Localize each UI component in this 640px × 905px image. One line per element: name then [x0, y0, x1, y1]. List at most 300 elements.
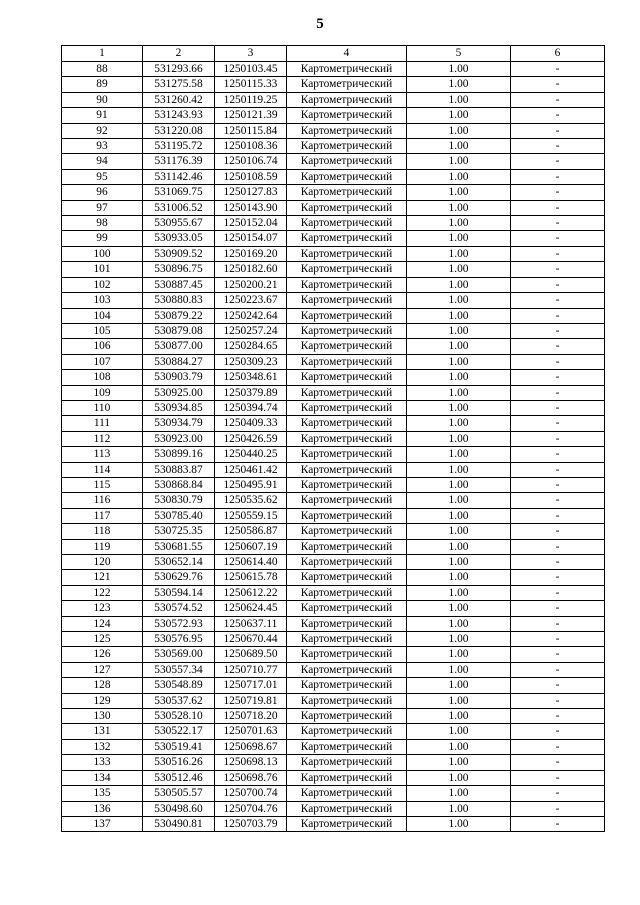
- point-number-cell: 121: [62, 570, 143, 585]
- description-cell: -: [511, 231, 605, 246]
- method-cell: Картометрический: [287, 200, 407, 215]
- point-number-cell: 136: [62, 801, 143, 816]
- x-coordinate-cell: 530884.27: [143, 354, 215, 369]
- point-number-cell: 91: [62, 108, 143, 123]
- accuracy-cell: 1.00: [407, 477, 511, 492]
- method-cell: Картометрический: [287, 539, 407, 554]
- description-cell: -: [511, 678, 605, 693]
- x-coordinate-cell: 530505.57: [143, 786, 215, 801]
- point-number-cell: 129: [62, 693, 143, 708]
- y-coordinate-cell: 1250698.13: [215, 755, 287, 770]
- accuracy-cell: 1.00: [407, 354, 511, 369]
- y-coordinate-cell: 1250703.79: [215, 816, 287, 831]
- accuracy-cell: 1.00: [407, 739, 511, 754]
- method-cell: Картометрический: [287, 77, 407, 92]
- x-coordinate-cell: 530883.87: [143, 462, 215, 477]
- accuracy-cell: 1.00: [407, 493, 511, 508]
- method-cell: Картометрический: [287, 786, 407, 801]
- table-row: [62, 246, 605, 261]
- method-cell: Картометрический: [287, 123, 407, 138]
- y-coordinate-cell: 1250624.45: [215, 601, 287, 616]
- description-cell: -: [511, 293, 605, 308]
- x-coordinate-cell: 531260.42: [143, 92, 215, 107]
- description-cell: -: [511, 246, 605, 261]
- y-coordinate-cell: 1250719.81: [215, 693, 287, 708]
- accuracy-cell: 1.00: [407, 231, 511, 246]
- accuracy-cell: 1.00: [407, 662, 511, 677]
- method-cell: Картометрический: [287, 262, 407, 277]
- accuracy-cell: 1.00: [407, 447, 511, 462]
- table-row: [62, 154, 605, 169]
- accuracy-cell: 1.00: [407, 462, 511, 477]
- method-cell: Картометрический: [287, 108, 407, 123]
- x-coordinate-cell: 530925.00: [143, 385, 215, 400]
- table-row: [62, 477, 605, 492]
- method-cell: Картометрический: [287, 62, 407, 77]
- table-row: [62, 739, 605, 754]
- x-coordinate-cell: 530681.55: [143, 539, 215, 554]
- table-row: [62, 709, 605, 724]
- method-cell: Картометрический: [287, 462, 407, 477]
- table-row: [62, 262, 605, 277]
- y-coordinate-cell: 1250169.20: [215, 246, 287, 261]
- point-number-cell: 124: [62, 616, 143, 631]
- x-coordinate-cell: 530528.10: [143, 709, 215, 724]
- y-coordinate-cell: 1250615.78: [215, 570, 287, 585]
- x-coordinate-cell: 530955.67: [143, 216, 215, 231]
- point-number-cell: 92: [62, 123, 143, 138]
- y-coordinate-cell: 1250710.77: [215, 662, 287, 677]
- y-coordinate-cell: 1250106.74: [215, 154, 287, 169]
- x-coordinate-cell: 531142.46: [143, 169, 215, 184]
- method-cell: Картометрический: [287, 185, 407, 200]
- table-row: [62, 385, 605, 400]
- x-coordinate-cell: 530909.52: [143, 246, 215, 261]
- y-coordinate-cell: 1250461.42: [215, 462, 287, 477]
- header-cell-5: 5: [407, 46, 511, 62]
- y-coordinate-cell: 1250426.59: [215, 431, 287, 446]
- x-coordinate-cell: 531275.58: [143, 77, 215, 92]
- accuracy-cell: 1.00: [407, 431, 511, 446]
- method-cell: Картометрический: [287, 816, 407, 831]
- accuracy-cell: 1.00: [407, 323, 511, 338]
- description-cell: -: [511, 647, 605, 662]
- description-cell: -: [511, 431, 605, 446]
- y-coordinate-cell: 1250257.24: [215, 323, 287, 338]
- accuracy-cell: 1.00: [407, 555, 511, 570]
- table-row: [62, 786, 605, 801]
- y-coordinate-cell: 1250637.11: [215, 616, 287, 631]
- description-cell: -: [511, 200, 605, 215]
- method-cell: Картометрический: [287, 585, 407, 600]
- method-cell: Картометрический: [287, 678, 407, 693]
- method-cell: Картометрический: [287, 231, 407, 246]
- y-coordinate-cell: 1250718.20: [215, 709, 287, 724]
- method-cell: Картометрический: [287, 431, 407, 446]
- x-coordinate-cell: 530629.76: [143, 570, 215, 585]
- y-coordinate-cell: 1250701.63: [215, 724, 287, 739]
- y-coordinate-cell: 1250495.91: [215, 477, 287, 492]
- method-cell: Картометрический: [287, 416, 407, 431]
- description-cell: -: [511, 323, 605, 338]
- table-row: [62, 231, 605, 246]
- description-cell: -: [511, 77, 605, 92]
- point-number-cell: 111: [62, 416, 143, 431]
- point-number-cell: 122: [62, 585, 143, 600]
- description-cell: -: [511, 755, 605, 770]
- point-number-cell: 128: [62, 678, 143, 693]
- point-number-cell: 89: [62, 77, 143, 92]
- point-number-cell: 109: [62, 385, 143, 400]
- y-coordinate-cell: 1250586.87: [215, 524, 287, 539]
- description-cell: -: [511, 277, 605, 292]
- table-row: [62, 508, 605, 523]
- x-coordinate-cell: 530652.14: [143, 555, 215, 570]
- method-cell: Картометрический: [287, 370, 407, 385]
- y-coordinate-cell: 1250154.07: [215, 231, 287, 246]
- x-coordinate-cell: 530933.05: [143, 231, 215, 246]
- x-coordinate-cell: 530868.84: [143, 477, 215, 492]
- accuracy-cell: 1.00: [407, 632, 511, 647]
- table-row: [62, 555, 605, 570]
- description-cell: -: [511, 385, 605, 400]
- point-number-cell: 133: [62, 755, 143, 770]
- description-cell: -: [511, 477, 605, 492]
- method-cell: Картометрический: [287, 339, 407, 354]
- y-coordinate-cell: 1250121.39: [215, 108, 287, 123]
- y-coordinate-cell: 1250612.22: [215, 585, 287, 600]
- accuracy-cell: 1.00: [407, 724, 511, 739]
- accuracy-cell: 1.00: [407, 570, 511, 585]
- point-number-cell: 100: [62, 246, 143, 261]
- header-cell-1: 1: [62, 46, 143, 62]
- description-cell: -: [511, 555, 605, 570]
- table-row: [62, 370, 605, 385]
- y-coordinate-cell: 1250670.44: [215, 632, 287, 647]
- method-cell: Картометрический: [287, 308, 407, 323]
- x-coordinate-cell: 530899.16: [143, 447, 215, 462]
- accuracy-cell: 1.00: [407, 293, 511, 308]
- table-row: [62, 539, 605, 554]
- method-cell: Картометрический: [287, 508, 407, 523]
- y-coordinate-cell: 1250394.74: [215, 400, 287, 415]
- x-coordinate-cell: 530574.52: [143, 601, 215, 616]
- accuracy-cell: 1.00: [407, 200, 511, 215]
- description-cell: -: [511, 92, 605, 107]
- y-coordinate-cell: 1250127.83: [215, 185, 287, 200]
- accuracy-cell: 1.00: [407, 539, 511, 554]
- table-row: [62, 416, 605, 431]
- x-coordinate-cell: 530887.45: [143, 277, 215, 292]
- table-row: [62, 123, 605, 138]
- table-row: [62, 216, 605, 231]
- description-cell: -: [511, 493, 605, 508]
- point-number-cell: 106: [62, 339, 143, 354]
- accuracy-cell: 1.00: [407, 801, 511, 816]
- method-cell: Картометрический: [287, 447, 407, 462]
- y-coordinate-cell: 1250379.89: [215, 385, 287, 400]
- table-row: [62, 724, 605, 739]
- table-row: [62, 139, 605, 154]
- table-row: [62, 200, 605, 215]
- table-row: [62, 447, 605, 462]
- point-number-cell: 130: [62, 709, 143, 724]
- x-coordinate-cell: 530830.79: [143, 493, 215, 508]
- point-number-cell: 137: [62, 816, 143, 831]
- x-coordinate-cell: 530725.35: [143, 524, 215, 539]
- point-number-cell: 88: [62, 62, 143, 77]
- y-coordinate-cell: 1250409.33: [215, 416, 287, 431]
- table-row: [62, 493, 605, 508]
- point-number-cell: 120: [62, 555, 143, 570]
- accuracy-cell: 1.00: [407, 416, 511, 431]
- table-row: [62, 293, 605, 308]
- accuracy-cell: 1.00: [407, 616, 511, 631]
- table-row: [62, 308, 605, 323]
- accuracy-cell: 1.00: [407, 385, 511, 400]
- table-row: [62, 62, 605, 77]
- method-cell: Картометрический: [287, 323, 407, 338]
- point-number-cell: 117: [62, 508, 143, 523]
- x-coordinate-cell: 530923.00: [143, 431, 215, 446]
- accuracy-cell: 1.00: [407, 709, 511, 724]
- point-number-cell: 125: [62, 632, 143, 647]
- description-cell: -: [511, 786, 605, 801]
- accuracy-cell: 1.00: [407, 62, 511, 77]
- x-coordinate-cell: 531220.08: [143, 123, 215, 138]
- method-cell: Картометрический: [287, 755, 407, 770]
- description-cell: -: [511, 185, 605, 200]
- accuracy-cell: 1.00: [407, 154, 511, 169]
- point-number-cell: 131: [62, 724, 143, 739]
- description-cell: -: [511, 662, 605, 677]
- method-cell: Картометрический: [287, 524, 407, 539]
- table-row: [62, 662, 605, 677]
- point-number-cell: 127: [62, 662, 143, 677]
- x-coordinate-cell: 531293.66: [143, 62, 215, 77]
- description-cell: -: [511, 801, 605, 816]
- x-coordinate-cell: 530877.00: [143, 339, 215, 354]
- x-coordinate-cell: 531195.72: [143, 139, 215, 154]
- y-coordinate-cell: 1250700.74: [215, 786, 287, 801]
- table-row: [62, 400, 605, 415]
- y-coordinate-cell: 1250607.19: [215, 539, 287, 554]
- description-cell: -: [511, 724, 605, 739]
- x-coordinate-cell: 530879.08: [143, 323, 215, 338]
- point-number-cell: 102: [62, 277, 143, 292]
- accuracy-cell: 1.00: [407, 108, 511, 123]
- header-row: [62, 46, 605, 62]
- y-coordinate-cell: 1250115.33: [215, 77, 287, 92]
- x-coordinate-cell: 531243.93: [143, 108, 215, 123]
- table-row: [62, 647, 605, 662]
- header-cell-6: 6: [511, 46, 605, 62]
- table-row: [62, 108, 605, 123]
- x-coordinate-cell: 530879.22: [143, 308, 215, 323]
- point-number-cell: 114: [62, 462, 143, 477]
- point-number-cell: 119: [62, 539, 143, 554]
- x-coordinate-cell: 531006.52: [143, 200, 215, 215]
- description-cell: -: [511, 154, 605, 169]
- table-row: [62, 770, 605, 785]
- point-number-cell: 98: [62, 216, 143, 231]
- y-coordinate-cell: 1250717.01: [215, 678, 287, 693]
- description-cell: -: [511, 416, 605, 431]
- description-cell: -: [511, 216, 605, 231]
- method-cell: Картометрический: [287, 570, 407, 585]
- y-coordinate-cell: 1250143.90: [215, 200, 287, 215]
- description-cell: -: [511, 462, 605, 477]
- y-coordinate-cell: 1250108.59: [215, 169, 287, 184]
- description-cell: -: [511, 693, 605, 708]
- y-coordinate-cell: 1250440.25: [215, 447, 287, 462]
- y-coordinate-cell: 1250103.45: [215, 62, 287, 77]
- table-row: [62, 431, 605, 446]
- method-cell: Картометрический: [287, 693, 407, 708]
- point-number-cell: 135: [62, 786, 143, 801]
- page-number: 5: [316, 16, 324, 32]
- method-cell: Картометрический: [287, 216, 407, 231]
- method-cell: Картометрический: [287, 139, 407, 154]
- description-cell: -: [511, 108, 605, 123]
- point-number-cell: 105: [62, 323, 143, 338]
- y-coordinate-cell: 1250108.36: [215, 139, 287, 154]
- point-number-cell: 123: [62, 601, 143, 616]
- method-cell: Картометрический: [287, 277, 407, 292]
- method-cell: Картометрический: [287, 385, 407, 400]
- accuracy-cell: 1.00: [407, 816, 511, 831]
- accuracy-cell: 1.00: [407, 786, 511, 801]
- table-row: [62, 77, 605, 92]
- point-number-cell: 113: [62, 447, 143, 462]
- table-row: [62, 354, 605, 369]
- accuracy-cell: 1.00: [407, 139, 511, 154]
- method-cell: Картометрический: [287, 770, 407, 785]
- x-coordinate-cell: 530594.14: [143, 585, 215, 600]
- y-coordinate-cell: 1250614.40: [215, 555, 287, 570]
- description-cell: -: [511, 123, 605, 138]
- table-row: [62, 755, 605, 770]
- point-number-cell: 95: [62, 169, 143, 184]
- table-row: [62, 524, 605, 539]
- y-coordinate-cell: 1250309.23: [215, 354, 287, 369]
- accuracy-cell: 1.00: [407, 770, 511, 785]
- y-coordinate-cell: 1250559.15: [215, 508, 287, 523]
- accuracy-cell: 1.00: [407, 370, 511, 385]
- point-number-cell: 103: [62, 293, 143, 308]
- accuracy-cell: 1.00: [407, 755, 511, 770]
- description-cell: -: [511, 308, 605, 323]
- point-number-cell: 90: [62, 92, 143, 107]
- point-number-cell: 126: [62, 647, 143, 662]
- method-cell: Картометрический: [287, 493, 407, 508]
- method-cell: Картометрический: [287, 801, 407, 816]
- accuracy-cell: 1.00: [407, 647, 511, 662]
- accuracy-cell: 1.00: [407, 601, 511, 616]
- point-number-cell: 104: [62, 308, 143, 323]
- y-coordinate-cell: 1250698.67: [215, 739, 287, 754]
- accuracy-cell: 1.00: [407, 169, 511, 184]
- header-cell-2: 2: [143, 46, 215, 62]
- description-cell: -: [511, 370, 605, 385]
- table-row: [62, 585, 605, 600]
- x-coordinate-cell: 530569.00: [143, 647, 215, 662]
- description-cell: -: [511, 616, 605, 631]
- method-cell: Картометрический: [287, 632, 407, 647]
- table-row: [62, 678, 605, 693]
- y-coordinate-cell: 1250115.84: [215, 123, 287, 138]
- x-coordinate-cell: 530519.41: [143, 739, 215, 754]
- description-cell: -: [511, 400, 605, 415]
- point-number-cell: 132: [62, 739, 143, 754]
- table-row: [62, 323, 605, 338]
- x-coordinate-cell: 530934.79: [143, 416, 215, 431]
- description-cell: -: [511, 539, 605, 554]
- table-row: [62, 462, 605, 477]
- table-row: [62, 185, 605, 200]
- point-number-cell: 118: [62, 524, 143, 539]
- description-cell: -: [511, 585, 605, 600]
- x-coordinate-cell: 530512.46: [143, 770, 215, 785]
- description-cell: -: [511, 139, 605, 154]
- table-row: [62, 92, 605, 107]
- accuracy-cell: 1.00: [407, 77, 511, 92]
- method-cell: Картометрический: [287, 616, 407, 631]
- point-number-cell: 93: [62, 139, 143, 154]
- table-row: [62, 816, 605, 831]
- method-cell: Картометрический: [287, 709, 407, 724]
- x-coordinate-cell: 530572.93: [143, 616, 215, 631]
- accuracy-cell: 1.00: [407, 400, 511, 415]
- point-number-cell: 112: [62, 431, 143, 446]
- description-cell: -: [511, 632, 605, 647]
- point-number-cell: 108: [62, 370, 143, 385]
- x-coordinate-cell: 530896.75: [143, 262, 215, 277]
- x-coordinate-cell: 530785.40: [143, 508, 215, 523]
- y-coordinate-cell: 1250119.25: [215, 92, 287, 107]
- header-cell-4: 4: [287, 46, 407, 62]
- x-coordinate-cell: 530903.79: [143, 370, 215, 385]
- description-cell: -: [511, 508, 605, 523]
- x-coordinate-cell: 530490.81: [143, 816, 215, 831]
- x-coordinate-cell: 530516.26: [143, 755, 215, 770]
- x-coordinate-cell: 530880.83: [143, 293, 215, 308]
- table-row: [62, 601, 605, 616]
- table-row: [62, 616, 605, 631]
- y-coordinate-cell: 1250223.67: [215, 293, 287, 308]
- table-row: [62, 570, 605, 585]
- point-number-cell: 134: [62, 770, 143, 785]
- description-cell: -: [511, 570, 605, 585]
- description-cell: -: [511, 524, 605, 539]
- method-cell: Картометрический: [287, 400, 407, 415]
- y-coordinate-cell: 1250182.60: [215, 262, 287, 277]
- method-cell: Картометрический: [287, 739, 407, 754]
- description-cell: -: [511, 709, 605, 724]
- description-cell: -: [511, 816, 605, 831]
- description-cell: -: [511, 739, 605, 754]
- table-row: [62, 693, 605, 708]
- method-cell: Картометрический: [287, 354, 407, 369]
- accuracy-cell: 1.00: [407, 508, 511, 523]
- x-coordinate-cell: 530498.60: [143, 801, 215, 816]
- accuracy-cell: 1.00: [407, 123, 511, 138]
- y-coordinate-cell: 1250200.21: [215, 277, 287, 292]
- accuracy-cell: 1.00: [407, 246, 511, 261]
- point-number-cell: 115: [62, 477, 143, 492]
- table-row: [62, 169, 605, 184]
- point-number-cell: 97: [62, 200, 143, 215]
